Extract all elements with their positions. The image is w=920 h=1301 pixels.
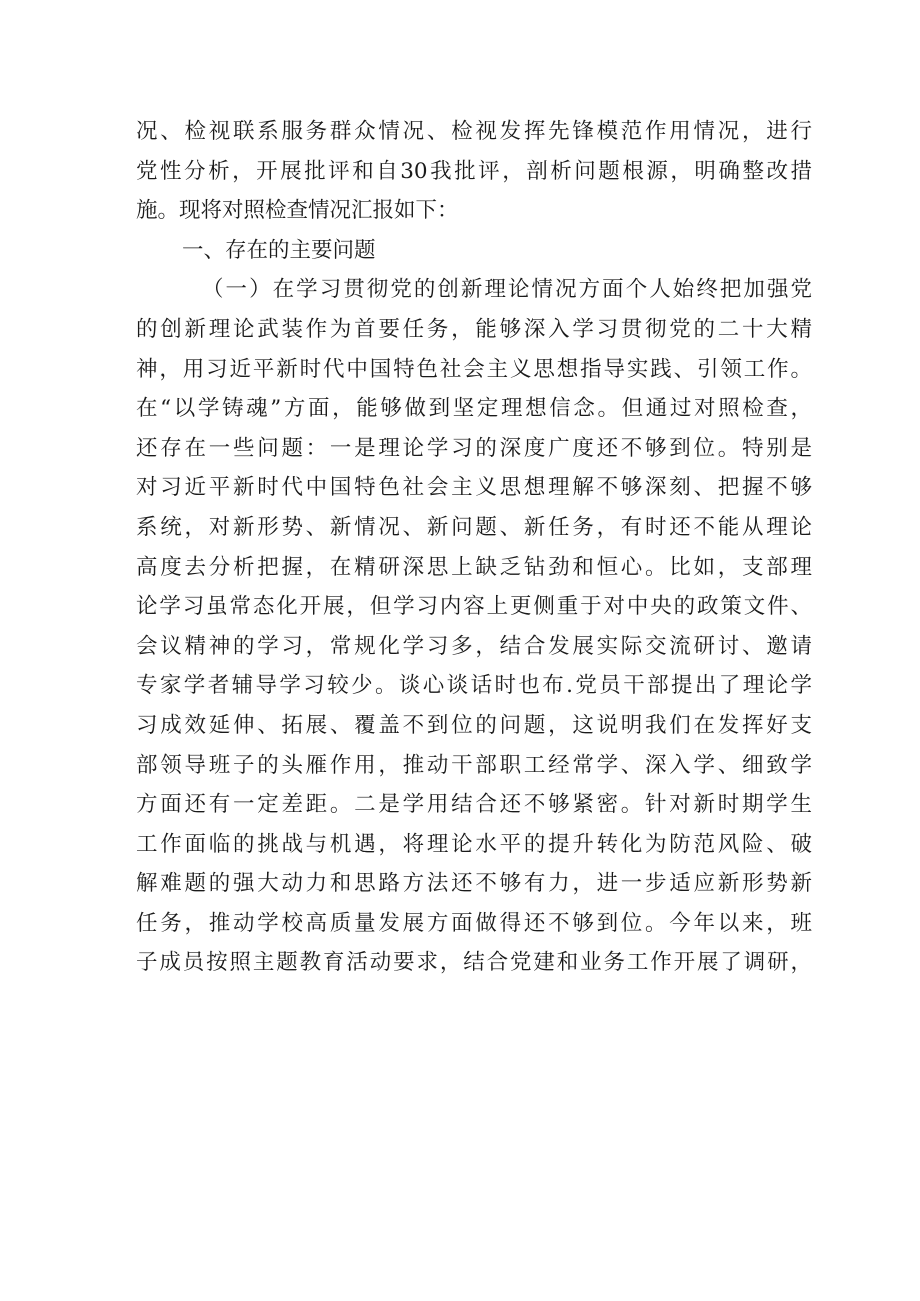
subsection-heading: （一）在学习贯彻党的创新理论情况方面个人始终把加强党 — [202, 277, 812, 303]
text-line: 工作面临的挑战与机遇，将理论水平的提升转化为防范风险、破 — [136, 831, 812, 857]
text-line: 况、检视联系服务群众情况、检视发挥先锋模范作用情况，进行 — [136, 119, 812, 144]
text-line: 还存在一些问题：一是理论学习的深度广度还不够到位。特别是 — [136, 435, 812, 461]
text-line: 论学习虽常态化开展，但学习内容上更侧重于对中央的政策文件、 — [136, 594, 812, 620]
text-line: 高度去分析把握，在精研深思上缺乏钻劲和恒心。比如，支部理 — [136, 554, 812, 580]
text-line: 施。现将对照检查情况汇报如下： — [136, 198, 459, 224]
text-line: 党性分析，开展批评和自30我批评，剖析问题根源，明确整改措 — [136, 158, 812, 184]
text-line: 习成效延伸、拓展、覆盖不到位的问题，这说明我们在发挥好支 — [136, 712, 812, 738]
text-line: 子成员按照主题教育活动要求，结合党建和业务工作开展了调研， — [136, 950, 812, 976]
text-line: 解难题的强大动力和思路方法还不够有力，进一步适应新形势新 — [136, 871, 812, 897]
text-line: 对习近平新时代中国特色社会主义思想理解不够深刻、把握不够 — [136, 475, 812, 501]
text-line: 神，用习近平新时代中国特色社会主义思想指导实践、引领工作。 — [136, 356, 812, 382]
text-line: 专家学者辅导学习较少。谈心谈话时也布.党员干部提出了理论学 — [136, 673, 812, 699]
document-body — [136, 112, 812, 983]
text-line: 系统，对新形势、新情况、新问题、新任务，有时还不能从理论 — [136, 514, 812, 540]
text-line: 任务，推动学校高质量发展方面做得还不够到位。今年以来，班 — [136, 910, 812, 936]
text-line: 在“以学铸魂”方面，能够做到坚定理想信念。但通过对照检查， — [136, 396, 812, 422]
text-line: 会议精神的学习，常规化学习多，结合发展实际交流研讨、邀请 — [136, 633, 812, 659]
section-heading: 一、存在的主要问题 — [182, 237, 376, 263]
text-line: 的创新理论武装作为首要任务，能够深入学习贯彻党的二十大精 — [136, 316, 812, 342]
text-line: 方面还有一定差距。二是学用结合还不够紧密。针对新时期学生 — [136, 792, 812, 818]
text-line: 部领导班子的头雁作用，推动干部职工经常学、深入学、细致学 — [136, 752, 812, 778]
